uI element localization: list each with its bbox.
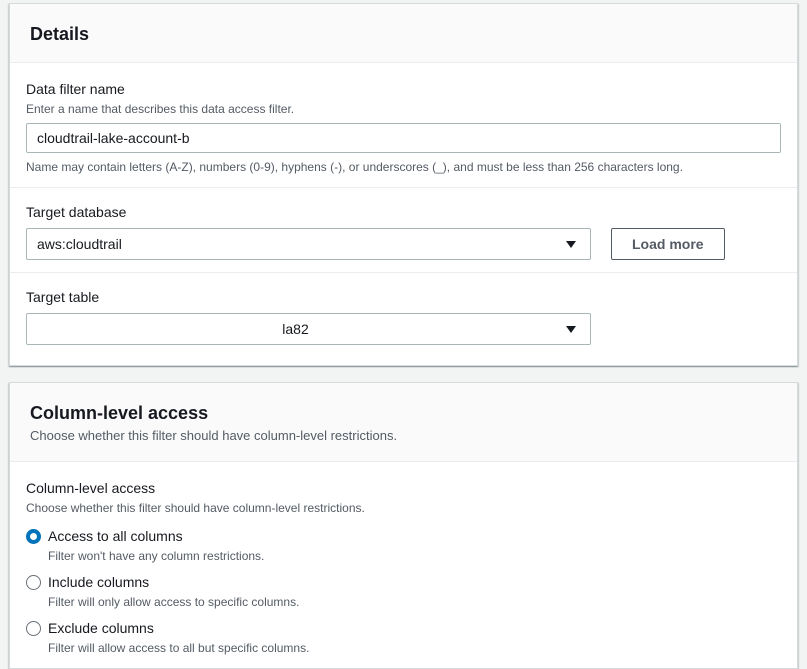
target-database-select[interactable] bbox=[26, 228, 591, 260]
data-filter-name-input[interactable] bbox=[26, 123, 781, 153]
caret-down-icon bbox=[566, 326, 576, 333]
data-filter-name-description: Enter a name that describes this data access filter. bbox=[26, 102, 295, 116]
target-database-section bbox=[10, 187, 797, 272]
radio-option-description: Filter will only allow access to specific columns. bbox=[48, 595, 300, 609]
details-panel-header bbox=[10, 4, 797, 63]
radio-option-exclude-columns-row[interactable] bbox=[26, 618, 781, 638]
load-more-button[interactable]: Load more bbox=[611, 228, 725, 260]
column-access-radio-group bbox=[26, 526, 781, 656]
column-level-access-panel-header bbox=[10, 383, 797, 462]
data-filter-name-section bbox=[10, 63, 797, 187]
column-level-access-field-description: Choose whether this filter should have column-level restrictions. bbox=[26, 501, 365, 515]
radio-option-label: Access to all columns bbox=[48, 528, 183, 544]
target-table-select[interactable] bbox=[26, 313, 591, 345]
column-level-access-panel bbox=[9, 382, 798, 669]
radio-option-label: Exclude columns bbox=[48, 620, 154, 636]
radio-button-icon[interactable] bbox=[26, 621, 41, 636]
radio-option-access-all-columns-row[interactable] bbox=[26, 526, 781, 546]
radio-option-exclude-columns bbox=[26, 618, 781, 656]
column-level-access-panel-title: Column-level access bbox=[30, 403, 209, 423]
radio-option-include-columns-row[interactable] bbox=[26, 572, 781, 592]
column-level-access-field bbox=[10, 462, 797, 668]
radio-option-include-columns bbox=[26, 572, 781, 610]
data-filter-name-constraint: Name may contain letters (A-Z), numbers (0-9), hyphens (-), or underscores (_), and must be less than 256 characters long. bbox=[26, 160, 683, 174]
target-table-section bbox=[10, 272, 797, 365]
radio-option-description: Filter will allow access to all but specific columns. bbox=[48, 641, 310, 655]
radio-button-icon[interactable] bbox=[26, 529, 41, 544]
target-database-label: Target database bbox=[26, 204, 127, 220]
column-level-access-panel-description: Choose whether this filter should have column-level restrictions. bbox=[30, 428, 398, 443]
radio-option-description: Filter won't have any column restrictions. bbox=[48, 549, 265, 563]
radio-option-label: Include columns bbox=[48, 574, 150, 590]
details-panel bbox=[9, 3, 798, 366]
radio-option-access-all-columns bbox=[26, 526, 781, 564]
caret-down-icon bbox=[566, 241, 576, 248]
radio-button-icon[interactable] bbox=[26, 575, 41, 590]
data-filter-name-label: Data filter name bbox=[26, 81, 125, 97]
target-database-selected-value: aws:cloudtrail bbox=[37, 236, 122, 252]
details-panel-title: Details bbox=[30, 24, 90, 44]
column-level-access-field-label: Column-level access bbox=[26, 480, 156, 496]
target-table-selected-value: la82 bbox=[282, 321, 309, 337]
target-table-label: Target table bbox=[26, 289, 100, 305]
